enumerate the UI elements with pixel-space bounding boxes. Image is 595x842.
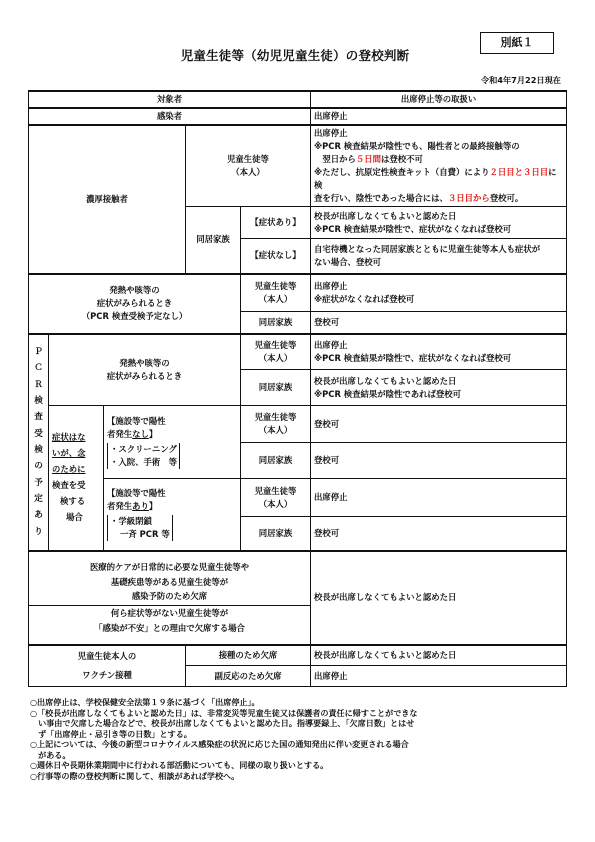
example-line: ・入院、手術 等 <box>110 457 177 468</box>
fever-no-pcr-family-label: 同居家族 <box>241 312 311 334</box>
header-row <box>29 91 567 108</box>
vertical-char: Ｐ <box>34 347 43 358</box>
text-fragment: 登校可。 <box>489 193 524 204</box>
no-outbreak-self-cell <box>241 406 311 443</box>
no-outbreak-family-handling: 登校可 <box>311 443 567 479</box>
vertical-text <box>29 344 48 540</box>
vertical-char: 査 <box>34 412 43 423</box>
close-contact-label: 濃厚接触者 <box>29 125 186 274</box>
text-fragment: ※ただし、抗原定性検査キット（自費）により <box>314 167 490 178</box>
self-label: 児童生徒等 <box>254 412 297 423</box>
vertical-char: 定 <box>34 494 43 505</box>
label-line: 感染予防のため欠席 <box>131 591 208 602</box>
close-contact-self-label: 児童生徒等 <box>227 154 269 165</box>
text-fragment: 査を行い、陰性であった場合には、 <box>314 193 448 204</box>
vertical-char: 検 <box>34 396 43 407</box>
close-contact-self-sub: （本人） <box>231 167 265 178</box>
label-line: 【施設等で陽性 <box>107 416 166 427</box>
outbreak-label <box>104 479 241 551</box>
label-line: 症状はな <box>52 431 86 442</box>
pcr-fever-self-row <box>29 334 567 370</box>
vertical-char: 検 <box>34 445 43 456</box>
text-fragment: 】 <box>148 429 158 440</box>
pcr-fever-self-handling <box>311 334 567 370</box>
no-symptom-test-label <box>49 406 104 551</box>
label-line: 場合 <box>66 511 83 522</box>
fever-no-pcr-self-row <box>29 274 567 312</box>
self-label: 児童生徒等 <box>254 485 297 496</box>
outbreak-examples <box>107 515 173 541</box>
symptom-no-label: 【症状なし】 <box>241 239 311 274</box>
footnote-line: ○週休日や長期休業期間中に行われる部活動についても、同様の取り扱いとする。 <box>30 760 329 771</box>
pcr-no-outbreak-self-row <box>29 406 567 443</box>
handling-line: ※PCR 検査結果が陰性であれば登校可 <box>314 388 462 399</box>
self-sub: （本人） <box>258 352 293 363</box>
vaccine-label <box>29 645 186 687</box>
label-line: 何ら症状等がない児童生徒等が <box>29 605 310 621</box>
footnotes <box>30 697 568 781</box>
day-three-highlight: ３日目から <box>447 193 490 204</box>
no-outbreak-examples <box>107 443 180 469</box>
handling-line: 校長が出席しなくてもよいと認めた日 <box>314 210 457 221</box>
handling-line: 校長が出席しなくてもよいと認めた日 <box>314 375 457 386</box>
no-outbreak-family-label: 同居家族 <box>241 443 311 479</box>
label-line <box>107 500 237 513</box>
vaccine-side-effect-handling: 出席停止 <box>311 666 567 687</box>
vaccine-dose-row <box>29 645 567 666</box>
self-label: 児童生徒等 <box>254 339 297 350</box>
label-line <box>107 428 237 441</box>
footnote-line: ○行事等の際の登校判断に関して、相談があれば学校へ。 <box>30 770 240 781</box>
example-line: ・学級閉鎖 <box>110 516 152 527</box>
example-line: 一斉 PCR 等 <box>120 529 170 540</box>
infected-handling: 出席停止 <box>311 108 567 125</box>
text-fragment: 者発生 <box>107 429 133 440</box>
vertical-char: Ｃ <box>34 363 43 374</box>
pcr-planned-vertical-label <box>29 334 49 551</box>
symptom-yes-handling <box>311 207 567 239</box>
page-title: 児童生徒等（幼児児童生徒）の登校判断 <box>180 48 410 63</box>
medical-care-handling: 校長が出席しなくてもよいと認めた日 <box>311 551 567 645</box>
handling-line: ※PCR 検査結果が陰性でも、陽性者との最終接触等の <box>314 141 520 152</box>
outbreak-family-label: 同居家族 <box>241 517 311 551</box>
example-line: ・スクリーニング <box>110 444 177 455</box>
medical-care-row <box>29 551 567 645</box>
header-handling: 出席停止等の取扱い <box>311 91 567 108</box>
symptom-yes-label: 【症状あり】 <box>241 207 311 239</box>
infected-row <box>29 108 567 125</box>
label-line: 【施設等で陽性 <box>107 488 166 499</box>
vaccine-dose-handling: 校長が出席しなくてもよいと認めた日 <box>311 645 567 666</box>
medical-care-label <box>29 551 311 645</box>
handling-line: 出席停止 <box>314 280 348 291</box>
close-contact-self-row <box>29 125 567 207</box>
handling-line: 出席停止 <box>314 128 348 139</box>
label-line: 基礎疾患等がある児童生徒等が <box>110 576 229 587</box>
text-fragment: に検 <box>314 167 557 191</box>
handling-line: 出席停止 <box>314 339 348 350</box>
handling-line <box>314 166 563 192</box>
vertical-char: り <box>34 526 43 537</box>
five-days-highlight: ５日間 <box>355 154 382 165</box>
text-fragment: 翌日から <box>322 154 356 165</box>
close-contact-family-label: 同居家族 <box>186 207 241 274</box>
handling-line <box>314 153 563 166</box>
label-line: 医療的ケアが日常的に必要な児童生徒等や <box>89 561 250 572</box>
handling-line: ない場合、登校可 <box>314 256 382 267</box>
none-underlined: なし <box>132 429 149 440</box>
attendance-table <box>28 90 567 687</box>
outbreak-family-handling: 登校可 <box>311 517 567 551</box>
handling-line: ※PCR 検査結果が陰性で、症状がなくなれば登校可 <box>314 223 512 234</box>
label-line: 検査を受 <box>52 479 86 490</box>
text-fragment: 者発生 <box>107 501 133 512</box>
outbreak-self-handling: 出席停止 <box>311 479 567 517</box>
label-line: のために <box>52 463 86 474</box>
vertical-char: あ <box>34 510 43 521</box>
close-contact-self-cell <box>186 125 311 207</box>
label-line: 発熱や咳等の <box>109 285 160 296</box>
footnote-line: ず「出席停止・忌引き等の日数」とする。 <box>30 728 192 739</box>
label-line: 発熱や咳等の <box>119 357 170 368</box>
label-line: 「感染が不安」との理由で欠席する場合 <box>94 622 245 633</box>
label-line: 児童生徒本人の <box>77 651 137 662</box>
fever-no-pcr-family-handling: 登校可 <box>311 312 567 334</box>
symptom-no-handling <box>311 239 567 274</box>
pcr-fever-self-cell <box>241 334 311 370</box>
label-line: 検する <box>60 495 86 506</box>
close-contact-self-handling <box>311 125 567 207</box>
yes-underlined: あり <box>132 501 149 512</box>
text-fragment: 】 <box>148 501 158 512</box>
label-line: ワクチン接種 <box>82 669 132 680</box>
self-sub: （本人） <box>258 293 293 304</box>
text-fragment: は登校不可 <box>381 154 423 165</box>
vaccine-dose-label: 接種のため欠席 <box>186 645 311 666</box>
handling-line <box>314 192 563 205</box>
vaccine-side-effect-label: 副反応のため欠席 <box>186 666 311 687</box>
pcr-fever-label <box>49 334 241 406</box>
self-sub: （本人） <box>258 498 293 509</box>
handling-line: ※PCR 検査結果が陰性で、症状がなくなれば登校可 <box>314 352 512 363</box>
footnote-line: ○上記については、今後の新型コロナウイルス感染症の状況に応じた国の通知発出に伴い変更される場合 <box>30 739 409 750</box>
footnote-line: がある。 <box>30 749 71 760</box>
handling-line: 自宅待機となった同居家族とともに児童生徒等本人も症状が <box>314 243 541 254</box>
label-line: 症状がみられるとき <box>96 298 173 309</box>
fever-no-pcr-self-handling <box>311 274 567 312</box>
no-outbreak-self-handling: 登校可 <box>311 406 567 443</box>
vertical-char: 受 <box>34 428 43 439</box>
self-sub: （本人） <box>258 425 293 436</box>
pcr-fever-family-handling <box>311 370 567 406</box>
vertical-char: Ｒ <box>34 379 43 390</box>
vertical-char: 予 <box>34 477 43 488</box>
footnote-line: ○出席停止は、学校保健安全法第１９条に基づく「出席停止」。 <box>30 697 260 707</box>
vertical-char: の <box>34 461 43 472</box>
label-line: いが、念 <box>52 447 86 458</box>
label-line: 症状がみられるとき <box>106 370 183 381</box>
pcr-outbreak-self-row <box>29 479 567 517</box>
self-label: 児童生徒等 <box>254 280 297 291</box>
fever-no-pcr-label <box>29 274 241 334</box>
no-outbreak-label <box>104 406 241 479</box>
footnote-line: い事由で欠席した場合などで、校長が出席しなくてもよいと認めた日。指導要録上、「欠席日数」とはせ <box>30 718 415 729</box>
as-of-date: 令和4年7月22日現在 <box>480 75 561 85</box>
footnote-line: ○「校長が出席しなくてもよいと認めた日」は、非常変災等児童生徒又は保護者の責任に帰すことができな <box>30 707 418 718</box>
outbreak-self-cell <box>241 479 311 517</box>
day-two-three-highlight: ２日目と３日目 <box>489 167 549 178</box>
handling-line: ※症状がなくなれば登校可 <box>314 293 415 304</box>
header-target: 対象者 <box>29 91 311 108</box>
attachment-badge: 別紙１ <box>480 32 554 54</box>
infected-label: 感染者 <box>29 108 311 125</box>
fever-no-pcr-self-cell <box>241 274 311 312</box>
pcr-fever-family-label: 同居家族 <box>241 370 311 406</box>
label-line: （PCR 検査受検予定なし） <box>81 311 188 322</box>
